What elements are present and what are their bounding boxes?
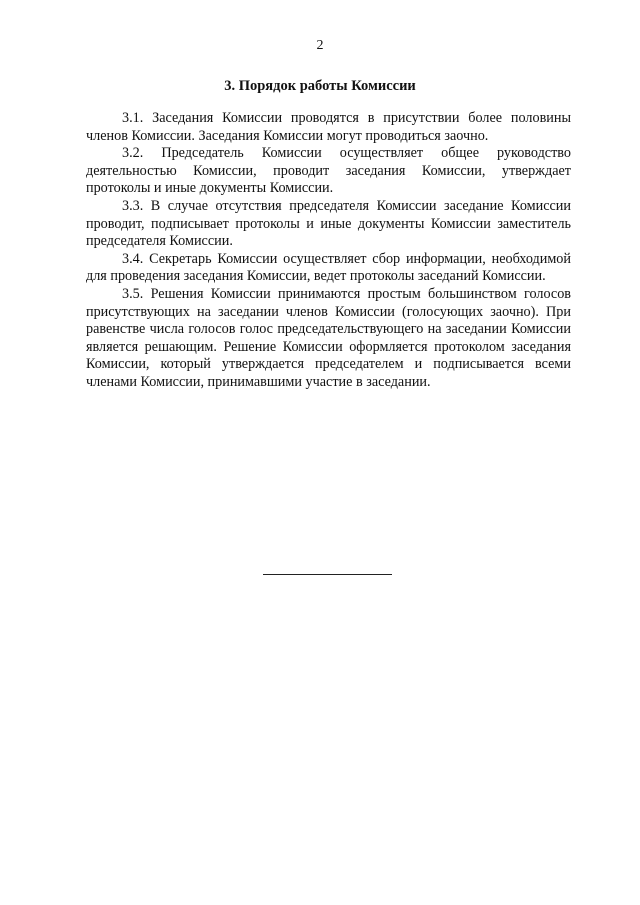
section-body [86, 110, 571, 392]
paragraph-3-4: 3.4. Секретарь Комиссии осуществляет сбор информации, необходимой для проведения заседания Комиссии, ведет протоколы заседаний Комиссии. [86, 250, 571, 285]
paragraph-3-2: 3.2. Председатель Комиссии осуществляет общее руководство деятельностью Комиссии, проводит заседания Комиссии, утверждает протоколы и иные документы Комиссии. [86, 145, 571, 197]
paragraph-3-5: 3.5. Решения Комиссии принимаются простым большинством голосов присутствующих на заседании членов Комиссии (голосующих заочно). При равенстве числа голосов голос председательствующего на заседании Комиссии является решающим. Решение Комиссии оформляется протоколом заседания Комиссии, который утверждается председателем и подписывается всеми членами Комиссии, принимавшими участие в заседании. [86, 285, 571, 390]
page-number: 2 [316, 38, 324, 53]
section-title: 3. Порядок работы Комиссии [224, 78, 416, 94]
end-rule-divider [263, 574, 392, 575]
paragraph-3-1: 3.1. Заседания Комиссии проводятся в присутствии более половины членов Комиссии. Заседания Комиссии могут проводиться заочно. [86, 110, 571, 144]
paragraph-3-3: 3.3. В случае отсутствия председателя Комиссии заседание Комиссии проводит, подписывает протоколы и иные документы Комиссии заместитель председателя Комиссии. [86, 197, 571, 250]
